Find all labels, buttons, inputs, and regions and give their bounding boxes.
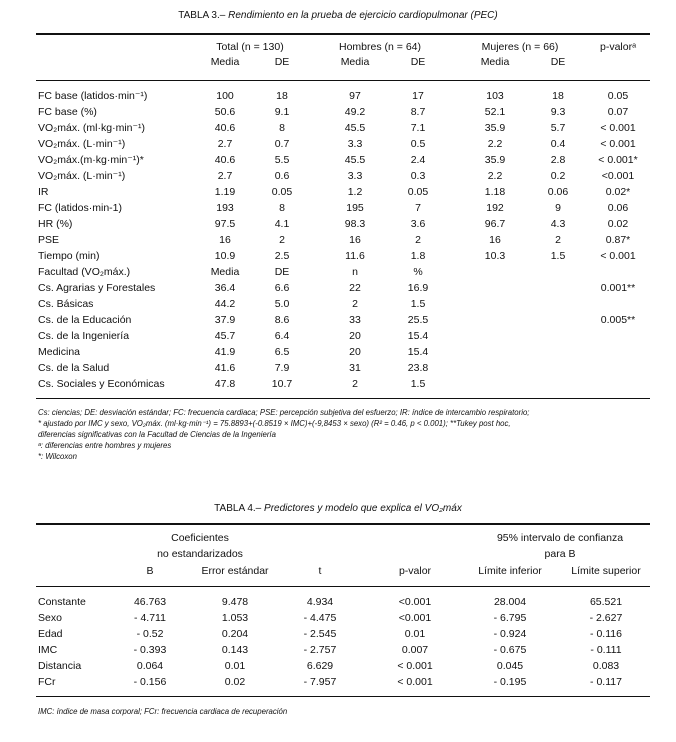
table3-cell: 16 [219,234,231,246]
table4-caption-title: Predictores y modelo que explica el VO₂máx [264,503,462,514]
table3-subheader: DE [550,56,566,68]
table3-cell: 0.05 [407,186,429,198]
table3-cell: 50.6 [214,106,236,118]
table3-cell: 8 [279,122,285,134]
table3-cell: 35.9 [484,154,506,166]
table3-faculty-cell: 41.6 [214,362,236,374]
table4-cell: 0.083 [592,660,620,672]
table3-faculty-cell: 37.9 [214,314,236,326]
table4-header-rule [36,586,650,587]
table4-cell: - 0.156 [133,676,167,688]
table3-cell: 2.2 [487,138,503,150]
table4-cell: - 0.116 [590,628,622,640]
table3-faculty-header: n [352,266,358,278]
table3-cell: 7 [415,202,421,214]
table3-caption [0,10,676,21]
table3-pvalue: 0.07 [607,106,629,118]
table4-cell: < 0.001 [397,660,433,672]
table3-pvalue: < 0.001 [600,138,636,150]
table3-row-label: Tiempo (min) [38,250,100,262]
table3-cell: 4.3 [550,218,566,230]
table3-faculty-cell: 8.6 [274,314,290,326]
table4-head-coef-1: Coeficientes [171,532,229,544]
table4-caption-prefix: TABLA 4.– [214,503,262,514]
table3-faculty-pvalue: 0.001** [600,282,636,294]
table3-cell: 0.4 [550,138,566,150]
table3-faculty-cell: 16.9 [407,282,429,294]
table3-faculty-row-label: Cs. de la Salud [38,362,110,374]
table3-cell: 2.2 [487,170,503,182]
table3-pvalue: < 0.001 [600,122,636,134]
table3-faculty-cell: 2 [352,298,358,310]
table3-pvalue: 0.05 [607,90,629,102]
table4-caption [0,503,676,514]
table3-faculty-cell: 15.4 [407,346,429,358]
table3-faculty-cell: 5.0 [274,298,290,310]
table3-faculty-cell: 10.7 [271,378,293,390]
table4-cell: - 0.393 [133,644,167,656]
table4-bottom-rule [36,696,650,697]
table3-row-label: VO₂máx. (L·min⁻¹) [38,138,126,150]
table3-faculty-cell: 33 [349,314,361,326]
table3-subheader: DE [274,56,290,68]
table4-cell: - 0.117 [590,676,622,688]
table4-cell: 65.521 [589,596,623,608]
table3-faculty-cell: 15.4 [407,330,429,342]
table3-cell: 0.2 [550,170,566,182]
table3-cell: 0.05 [271,186,293,198]
table3-cell: 100 [216,90,234,102]
table3-faculty-cell: 22 [349,282,361,294]
table4-row-label: FCr [38,676,56,688]
table3-cell: 40.6 [214,122,236,134]
table3-faculty-header: Media [210,266,240,278]
table4-note: IMC: índice de masa corporal; FCr: frecuencia cardiaca de recuperación [38,707,288,716]
table4-cell: - 2.757 [303,644,337,656]
table4-cell: 0.007 [401,644,429,656]
table4-subheader: Límite inferior [478,565,542,577]
table3-row-label: VO₂máx. (ml·kg·min⁻¹) [38,122,146,134]
table3-faculty-row-label: Cs. de la Ingeniería [38,330,130,342]
table4-row-label: Constante [38,596,86,608]
table4-cell: 9.478 [221,596,249,608]
table4-cell: <0.001 [398,596,432,608]
table4-subheader: p-valor [398,565,432,577]
table3-cell: 45.5 [344,154,366,166]
table4-subheader: Límite superior [571,565,641,577]
table4-cell: 0.143 [221,644,249,656]
table3-cell: 1.2 [347,186,363,198]
table3-cell: 0.7 [274,138,290,150]
table4-cell: 0.01 [404,628,426,640]
table3-subheader: Media [340,56,370,68]
table3-faculty-row-label: Cs. Básicas [38,298,94,310]
table3-cell: 17 [412,90,424,102]
table3-cell: 8.7 [410,106,426,118]
table3-faculty-cell: 45.7 [214,330,236,342]
table3-cell: 7.1 [410,122,426,134]
table3-note: *: Wilcoxon [38,452,77,461]
table3-subheader: Media [480,56,510,68]
table4-row-label: Edad [38,628,63,640]
table3-row-label: VO₂máx.(m·kg·min⁻¹)* [38,154,144,166]
table3-cell: 192 [486,202,504,214]
table4-head-coef-2: no estandarizados [157,548,243,560]
table3-row-label: HR (%) [38,218,73,230]
table3-faculty-cell: 23.8 [407,362,429,374]
table3-cell: 195 [346,202,364,214]
table3-cell: 0.3 [410,170,426,182]
table3-cell: 10.3 [484,250,506,262]
table3-faculty-cell: 25.5 [407,314,429,326]
table3-faculty-cell: 6.6 [274,282,290,294]
table3-faculty-header: DE [274,266,290,278]
table3-group-header: Hombres (n = 64) [339,41,421,53]
table3-pvalue: 0.02 [607,218,629,230]
table3-subheader: Media [210,56,240,68]
table3-note: ᵃ: diferencias entre hombres y mujeres [38,441,172,450]
table3-faculty-cell: 20 [349,346,361,358]
table4-cell: - 0.924 [493,628,527,640]
table4-cell: 0.204 [221,628,249,640]
table3-cell: 11.6 [345,250,365,262]
table3-cell: 1.18 [484,186,506,198]
table4-cell: 0.02 [224,676,246,688]
table3-row-label: PSE [38,234,60,246]
table4-cell: - 7.957 [303,676,337,688]
table3-header-rule [36,80,650,81]
table4-cell: - 0.111 [590,644,622,656]
table3-pvalue: <0.001 [601,170,635,182]
table3-cell: 0.5 [410,138,426,150]
table3-cell: 40.6 [214,154,236,166]
table3-cell: 9 [555,202,561,214]
table4-cell: < 0.001 [397,676,433,688]
table3-faculty-row-label: Cs. Agrarias y Forestales [38,282,156,294]
table3-group-header: p-valorᵃ [599,41,636,53]
table3-cell: 98.3 [344,218,366,230]
table3-faculty-cell: 1.5 [410,298,426,310]
table4-cell: - 4.711 [134,612,166,624]
table3-cell: 1.8 [410,250,426,262]
table3-faculty-cell: 36.4 [214,282,236,294]
table3-faculty-cell: 41.9 [214,346,236,358]
table3-row-label: FC (latidos·min-1) [38,202,123,214]
table3-pvalue: 0.06 [607,202,629,214]
table3-cell: 2.7 [217,170,233,182]
table3-pvalue: 0.87* [605,234,631,246]
table3-cell: 103 [486,90,504,102]
table3-faculty-cell: 6.5 [274,346,290,358]
table4-row-label: Distancia [38,660,82,672]
table4-subheader: t [318,565,322,577]
table4-row-label: Sexo [38,612,62,624]
table3-note: Cs: ciencias; DE: desviación estándar; FC: frecuencia cardiaca; PSE: percepción subjetiva del esfuerzo; IR: índice de intercambio respiratorio; [38,408,530,417]
table3-faculty-label: Facultad (VO₂máx.) [38,266,131,278]
table3-cell: 4.1 [274,218,290,230]
table3-cell: 2.8 [550,154,566,166]
table3-note: * ajustado por IMC y sexo, VO₂máx. (ml·kg·min⁻¹) = 75.8893+(-0.8519 × IMC)+(-9,8453 × sexo) (R² = 0.46, p < 0.001); **Tukey post hoc, [38,419,511,428]
table3-cell: 97 [349,90,361,102]
table4-cell: <0.001 [398,612,432,624]
table3-cell: 2.7 [217,138,233,150]
table4-row-label: IMC [38,644,58,656]
table3-cell: 16 [489,234,501,246]
table4-head-ci-1: 95% intervalo de confianza [496,532,624,544]
table3-row-label: VO₂máx. (L·min⁻¹) [38,170,126,182]
table3-faculty-cell: 31 [349,362,361,374]
table3-caption-title: Rendimiento en la prueba de ejercicio cardiopulmonar (PEC) [228,10,498,21]
table4-cell: - 2.545 [303,628,337,640]
table3-top-rule [36,33,650,35]
table3-row-label: IR [38,186,49,198]
table3-cell: 5.7 [550,122,566,134]
table3-cell: 2 [415,234,421,246]
table3-cell: 9.3 [550,106,566,118]
table4-head-ci-2: para B [544,548,576,560]
table3-cell: 16 [349,234,361,246]
table3-subheader: DE [410,56,426,68]
table4-cell: - 0.675 [493,644,527,656]
table3-cell: 2.5 [274,250,290,262]
table3-faculty-cell: 20 [349,330,361,342]
table4-cell: 0.064 [136,660,164,672]
table4-cell: 6.629 [306,660,334,672]
table3-faculty-row-label: Cs. Sociales y Económicas [38,378,165,390]
table3-cell: 18 [276,90,288,102]
table4-subheader: B [146,565,154,577]
table3-cell: 96.7 [484,218,506,230]
table3-faculty-cell: 1.5 [410,378,426,390]
table3-row-label: FC base (%) [38,106,97,118]
table3-cell: 193 [216,202,234,214]
table3-cell: 3.3 [347,138,363,150]
table3-faculty-cell: 47.8 [214,378,236,390]
table4-cell: 46.763 [133,596,167,608]
table3-faculty-cell: 7.9 [274,362,290,374]
table3-faculty-pvalue: 0.005** [600,314,636,326]
table4-cell: - 0.195 [493,676,527,688]
table3-cell: 1.5 [550,250,566,262]
table4-cell: 0.01 [224,660,246,672]
table4-cell: - 2.627 [589,612,623,624]
table3-bottom-rule [36,398,650,399]
table4-subheader: Error estándar [201,565,269,577]
table3-cell: 2.4 [410,154,426,166]
table3-cell: 45.5 [344,122,366,134]
table4-cell: 1.053 [221,612,249,624]
table3-cell: 10.9 [214,250,236,262]
table4-cell: - 4.475 [303,612,337,624]
table3-faculty-row-label: Cs. de la Educación [38,314,132,326]
table3-cell: 5.5 [274,154,290,166]
table3-cell: 97.5 [214,218,236,230]
table4-cell: 28.004 [493,596,527,608]
table3-cell: 3.6 [410,218,426,230]
table3-faculty-row-label: Medicina [38,346,81,358]
table3-cell: 35.9 [484,122,506,134]
table4-top-rule [36,523,650,525]
table3-cell: 52.1 [484,106,506,118]
table3-cell: 0.6 [274,170,290,182]
table3-group-header: Total (n = 130) [216,41,284,53]
table3-note: diferencias significativas con la Facultad de Ciencias de la Ingeniería [38,430,276,439]
table3-pvalue: < 0.001* [598,154,638,166]
table3-cell: 8 [279,202,285,214]
table3-cell: 3.3 [347,170,363,182]
table4-cell: - 0.52 [136,628,164,640]
table4-cell: - 6.795 [493,612,527,624]
table3-cell: 0.06 [547,186,569,198]
table3-cell: 9.1 [274,106,290,118]
table3-faculty-header: % [413,266,423,278]
table3-cell: 2 [555,234,561,246]
table3-cell: 2 [279,234,285,246]
table3-cell: 49.2 [344,106,366,118]
table4-cell: 4.934 [306,596,334,608]
table3-cell: 1.19 [214,186,236,198]
table3-faculty-cell: 6.4 [274,330,290,342]
table3-row-label: FC base (latidos·min⁻¹) [38,90,148,102]
table3-group-header: Mujeres (n = 66) [481,41,559,53]
table3-pvalue: 0.02* [605,186,631,198]
table3-faculty-cell: 44.2 [214,298,236,310]
table3-pvalue: < 0.001 [600,250,636,262]
table3-faculty-cell: 2 [352,378,358,390]
table3-caption-prefix: TABLA 3.– [178,10,226,21]
table4-cell: 0.045 [496,660,524,672]
table3-cell: 18 [552,90,564,102]
